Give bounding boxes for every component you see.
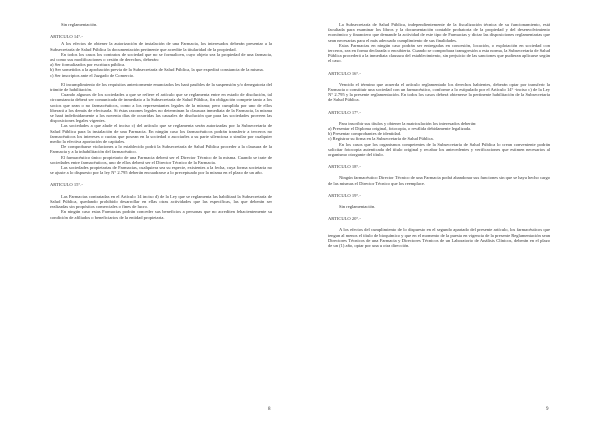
spacer [328, 64, 550, 68]
paragraph: El farmacéutico único propietario de una Farmacia deberá ser el Director Técnico de la misma. Cuando se trate de sociedades entre farmacéuticos, uno de ellos deberá ser el Director Técnico de la Farmacia. [50, 154, 272, 165]
paragraph: Cuando algunos de los sociedades a que se refiere el artículo que se reglamenta entre en estado de disolución, tal circunstancia deberá ser comunicada de inmediato a la Subsecretaría de Salud Pública, fin obligación compete tanto a los socios que sean o no farmacéuticos, como a los representantes legales de la misma; pero cumplida por uno de ellos liberará a los demás de efectuarla. Si éstas razones legales no determinan la clausura inmediata de la Farmacia, la misma se hará indefinidamente a los noventa días de ocurridas las causales de disolución que para las sociedades proveen las disposiciones legales vigentes. [50, 92, 272, 124]
spacer [328, 186, 550, 190]
spacer [328, 209, 550, 213]
list-item: a) Presentar el Diploma original, fotocopia, o reválida debidamente legalizada. [328, 126, 472, 132]
spacer [328, 103, 550, 107]
text-line: Sin reglamentación. [61, 22, 98, 27]
spacer [50, 175, 272, 179]
paragraph: En ningún caso estas Farmacias podrán conceder sus beneficios a personas que no acrediten fehacientemente su condición de afiliados o beneficiarios de la entidad propietaria. [50, 209, 272, 220]
paragraph: Las sociedades a que alude el inciso c) del artículo que se reglamenta serán autorizadas por la Subsecretaría de Salud Pública para la instalación de una Farmacia. En ningún caso los farmacéuticos podrán transferir a terceros no farmacéuticos los intereses o cuotas que posean en la sociedad o asociarles a su parte silenciosa o similar por cualquier medio la efectiva aportación de capitales. [50, 123, 272, 145]
article-heading: ARTICULO 15°.- [50, 182, 83, 188]
text-line: Para inscribir sus títulos y obtener la matriculación los interesados deberán: [339, 120, 477, 126]
right-page [328, 22, 550, 412]
article-heading: ARTICULO 14°.- [50, 34, 83, 40]
paragraph: Ningún farmacéutico Director Técnico de una Farmacia podrá abandonar sus funciones sin que se haya hecho cargo de las mismas el Director Técnico que los reemplace. [328, 175, 550, 186]
article-heading: ARTICULO 20°.- [328, 216, 361, 222]
paragraph: En todos los casos los contratos de sociedad que no se formalicen, cuyo objeto sea la propiedad de una farmacia, así como sus modificaciones o cesión de derechos, deberán: [50, 51, 272, 63]
spacer [328, 157, 550, 161]
list-item: b) Ser sometidos a la aprobación previa de la Subsecretaría de Salud Pública, la que expedirá constancia de la misma. [50, 67, 264, 73]
paragraph: Estas Farmacias en ningún caso podrán ser entregadas en concesión, locación, o explotación en sociedad con terceros, sea en forma declarada o encubierta. Cuando se comprobara transgresión a esta norma, la Subsecretaría de Salud Pública procederá a la inmediata clausura del establecimiento, sin perjuicio de las sanciones que pudieran aplicarse según el caso. [328, 42, 550, 64]
paragraph: A los efectos de obtener la autorización de instalación de una Farmacia, los interesados deberán presentar a la Subsecretaría de Salud Pública la documentación pertinente que acredite la titularidad de la propiedad. [50, 41, 272, 52]
article-heading: ARTICULO 18°.- [328, 164, 361, 170]
text-line: Sin reglamentación. [339, 204, 376, 210]
list-item: b) Presentar comprobantes de identidad. [328, 131, 402, 137]
paragraph: Vencido el término que acuerda el artículo reglamentado los derechos habientes, deberán optar por transferir la Farmacia o constituir una sociedad con un farmacéutico, conforme a lo estipulado por el Artículo 14° -inciso c) de la Ley N° 2.795 y la presente reglamentación. En todos los casos deberá obtenerse la pertinente habilitación de la Subsecretaría de Salud Pública. [328, 81, 550, 103]
paragraph: Las Farmacias contratadas en el Artículo 14 inciso d) de la Ley que se reglamenta las habilitará la Subsecretaría de Salud Pública, quedando prohibido desarrollar en ellas otras actividades que las específicas, las que deberán ser realizadas sin propósitos comerciales o fines de lucro. [50, 193, 272, 210]
paragraph: A los efectos del cumplimiento de lo dispuesto en el segundo apartado del presente artículo, los farmacéuticos que tengan al menos el título de bioquímico y que en el momento de la puesta en vigencia de la presente Reglamentación sean Directores Técnicos de una Farmacia y Directores Técnicos de un Laboratorio de Análisis Clínicos, deberán en el plazo de un (1) año, optar por una u otra dirección. [328, 227, 550, 249]
paragraph: La Subsecretaría de Salud Pública, independientemente de la fiscalización técnica de su funcionamiento, está facultada para examinar los libros y la documentación contable probatoria de la propiedad y del desenvolvimiento económico y financiero que demande la actividad de este tipo de Farmacias y dictar las disposiciones reglamentarias que sean necesarias para el más adecuado cumplimiento de sus finalidades. [328, 22, 550, 43]
article-heading: ARTICULO 16°.- [328, 70, 361, 76]
paragraph: Las sociedades propietarias de Farmacias, cualquiera sea su especie, existentes a la fecha, cuya forma societaria no se ajuste a lo dispuesto por la ley N° 2.795 deberán encuadrarse a lo preceptuado por la misma en el plazo de un año. [50, 165, 272, 176]
left-page [50, 22, 272, 412]
article-heading: ARTICULO 17°.- [328, 109, 361, 115]
left-page-number: 8 [268, 407, 271, 412]
article-heading: ARTICULO 19°.- [328, 192, 361, 198]
list-item: c) Registrar su firma en la Subsecretaría de Salud Pública. [328, 136, 434, 142]
list-item: c) Ser inscriptos ante el Juzgado de Comercio. [50, 72, 135, 78]
paragraph: En los casos que los organismos competentes de la Subsecretaría de Salud Pública lo crean conveniente podrán solicitar fotocopia autenticada del título original y recabar los antecedentes y verificaciones que estimen necesarios al organismo otorgante del título. [328, 141, 550, 158]
spacer [50, 27, 272, 31]
list-item: a) Ser formalizados por escritura pública. [50, 62, 126, 68]
paragraph: De comprobarse violaciones a lo establecido podrá la Subsecretaría de Salud Pública proceder a la clausura de la Farmacia y a la inhabilitación del farmacéutico. [50, 144, 272, 155]
paragraph: El incumplimiento de los requisitos anteriormente enunciados les hará pasibles de la suspensión y/o denegatoria del trámite de habilitación. [50, 81, 272, 93]
right-page-number: 9 [546, 407, 549, 412]
